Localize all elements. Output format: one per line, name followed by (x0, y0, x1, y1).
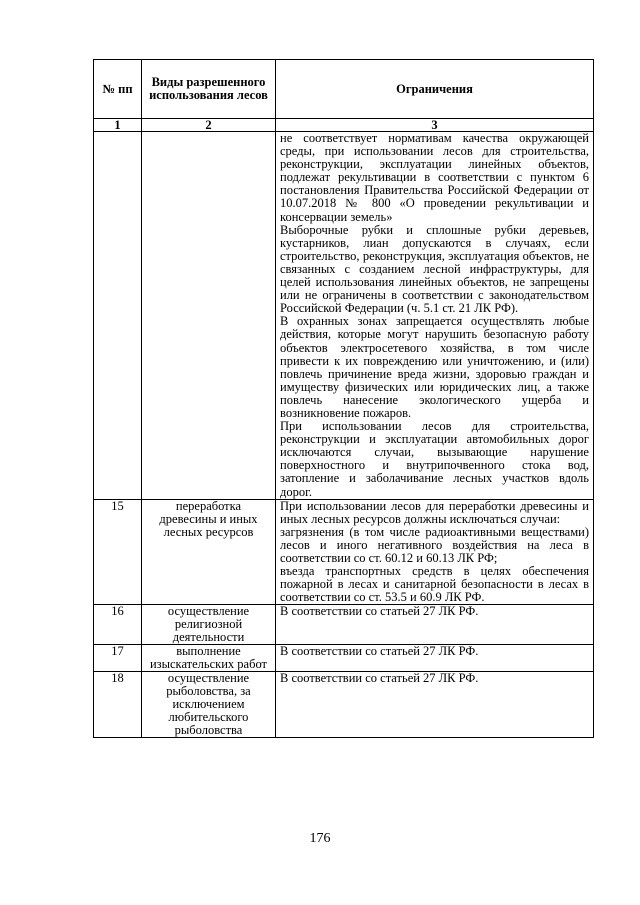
header-number: № пп (94, 60, 142, 119)
row-number-cell: 16 (94, 605, 142, 645)
restriction-paragraph: В соответствии со статьей 27 ЛК РФ. (280, 644, 479, 659)
restriction-paragraph: не соответствует нормативам качества окружающей среды, при использовании лесов для строительства, реконструкции, эксплуатации линейных объектов, подлежат рекультивации в соответствии с пунктом 6 постановления Правительства Российской Федерации от 10.07.2018 № 800 «О проведении рекультивации и консервации земель» (280, 131, 589, 224)
column-number-3: 3 (276, 119, 594, 132)
row-number-cell: 18 (94, 672, 142, 738)
row-restrictions-cell (276, 132, 594, 500)
restriction-paragraph: В соответствии со статьей 27 ЛК РФ. (280, 604, 479, 619)
row-kind-cell: осуществление рыболовства, за исключением любительского рыболовства (142, 672, 276, 738)
column-number-row (94, 119, 594, 132)
row-kind-cell: осуществление религиозной деятельности (142, 605, 276, 645)
column-number-2: 2 (142, 119, 276, 132)
table-row-15 (94, 499, 594, 605)
restriction-paragraph: въезда транспортных средств в целях обеспечения пожарной в лесах и санитарной безопасности в лесах в соответствии со ст. 53.5 и 60.9 ЛК РФ. (280, 564, 589, 605)
table-header-row (94, 60, 594, 119)
table-row-18 (94, 672, 594, 738)
restriction-paragraph: загрязнения (в том числе радиоактивными веществами) лесов и иного негативного воздействия на леса в соответствии со ст. 60.12 и 60.13 ЛК РФ; (280, 524, 589, 565)
table-row-continuation (94, 132, 594, 500)
row-restrictions-cell (276, 605, 594, 645)
row-kind-cell: выполнение изыскательских работ (142, 645, 276, 672)
header-kind: Виды разрешенного использования лесов (142, 60, 276, 119)
restriction-paragraph: В соответствии со статьей 27 ЛК РФ. (280, 671, 479, 686)
row-restrictions-cell (276, 499, 594, 605)
row-restrictions-cell (276, 672, 594, 738)
page-number: 176 (309, 831, 331, 846)
restrictions-table (93, 59, 594, 738)
column-number-1: 1 (94, 119, 142, 132)
table-row-17 (94, 645, 594, 672)
row-number-cell: 15 (94, 499, 142, 605)
row-number-cell (94, 132, 142, 500)
row-kind-cell: переработка древесины и иных лесных ресурсов (142, 499, 276, 605)
row-restrictions-cell (276, 645, 594, 672)
row-kind-cell (142, 132, 276, 500)
restriction-paragraph: При использовании лесов для переработки древесины и иных лесных ресурсов должны исключаться случаи: (280, 498, 589, 526)
restriction-paragraph: В охранных зонах запрещается осуществлять любые действия, которые могут нарушить безопасную работу объектов электросетевого хозяйства, в том числе привести к их повреждению или уничтожению, и (или) повлечь причинение вреда жизни, здоровью граждан и имуществу физических или юридических лиц, а также повлечь нанесение экологического ущерба и возникновение пожаров. (280, 314, 589, 420)
restriction-paragraph: Выборочные рубки и сплошные рубки деревьев, кустарников, лиан допускаются в случаях, если строительство, реконструкция, эксплуатация объектов, не связанных с созданием лесной инфраструктуры, для целей использования линейных объектов, не запрещены или не ограничены в соответствии с законодательством Российской Федерации (ч. 5.1 ст. 21 ЛК РФ). (280, 222, 589, 316)
restriction-paragraph: При использовании лесов для строительства, реконструкции и эксплуатации автомобильных дорог исключаются случаи, вызывающие нарушение поверхностного и внутрипочвенного стока вод, затопление и заболачивание лесных участков вдоль дорог. (280, 419, 589, 499)
table-row-16 (94, 605, 594, 645)
header-restrictions: Ограничения (276, 60, 594, 119)
row-number-cell: 17 (94, 645, 142, 672)
